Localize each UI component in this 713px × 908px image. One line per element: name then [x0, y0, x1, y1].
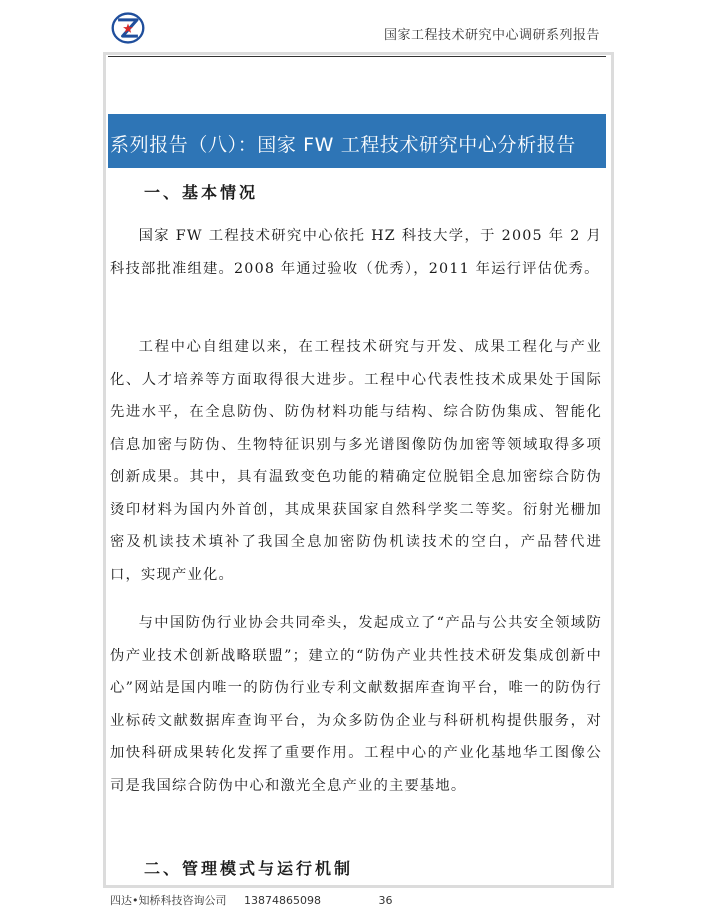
- header-title: 国家工程技术研究中心调研系列报告: [383, 28, 600, 43]
- footer-page-number: 36: [378, 894, 393, 907]
- paragraph-achievements: 工程中心自组建以来，在工程技术研究与开发、成果工程化与产业化、人才培养等方面取得很大进步。工程中心代表性技术成果处于国际先进水平，在全息防伪、防伪材料功能与结构、综合防伪集成、智能化信息加密与防伪、生物特征识别与多光谱图像防伪加密等领域取得多项创新成果。其中，具有温致变色功能的精确定位脱铝全息加密综合防伪烫印材料为国内外首创，其成果获国家自然科学奖二等奖。衍射光栅加密及机读技术填补了我国全息加密防伪机读技术的空白，产品替代进口，实现产业化。: [110, 339, 602, 583]
- page-footer: [110, 892, 406, 908]
- report-title-banner: [108, 114, 606, 168]
- paragraph-alliance: 与中国防伪行业协会共同牵头，发起成立了“产品与公共安全领域防伪产业技术创新战略联盟”；建立的“防伪产业共性技术研发集成创新中心”网站是国内唯一的防伪行业专利文献数据库查询平台，唯一的防伪行业标砖文献数据库查询平台，为众多防伪企业与科研机构提供服务，对加快科研成果转化发挥了重要作用。工程中心的产业化基地华工图像公司是我国综合防伪中心和激光全息产业的主要基地。: [110, 615, 602, 794]
- footer-company: 四达•知桥科技咨询公司: [110, 894, 227, 907]
- footer-phone: 13874865098: [244, 894, 321, 907]
- company-logo-icon: [110, 10, 146, 46]
- section-heading-basic-info: 一、基本情况: [144, 183, 259, 202]
- report-title: 系列报告（八）：国家 FW 工程技术研究中心分析报告: [110, 134, 576, 156]
- section-heading-management: 二、管理模式与运行机制: [144, 859, 354, 878]
- paragraph-basic-info: 国家 FW 工程技术研究中心依托 HZ 科技大学，于 2005 年 2 月科技部批准组建。2008 年通过验收（优秀），2011 年运行评估优秀。: [110, 228, 602, 277]
